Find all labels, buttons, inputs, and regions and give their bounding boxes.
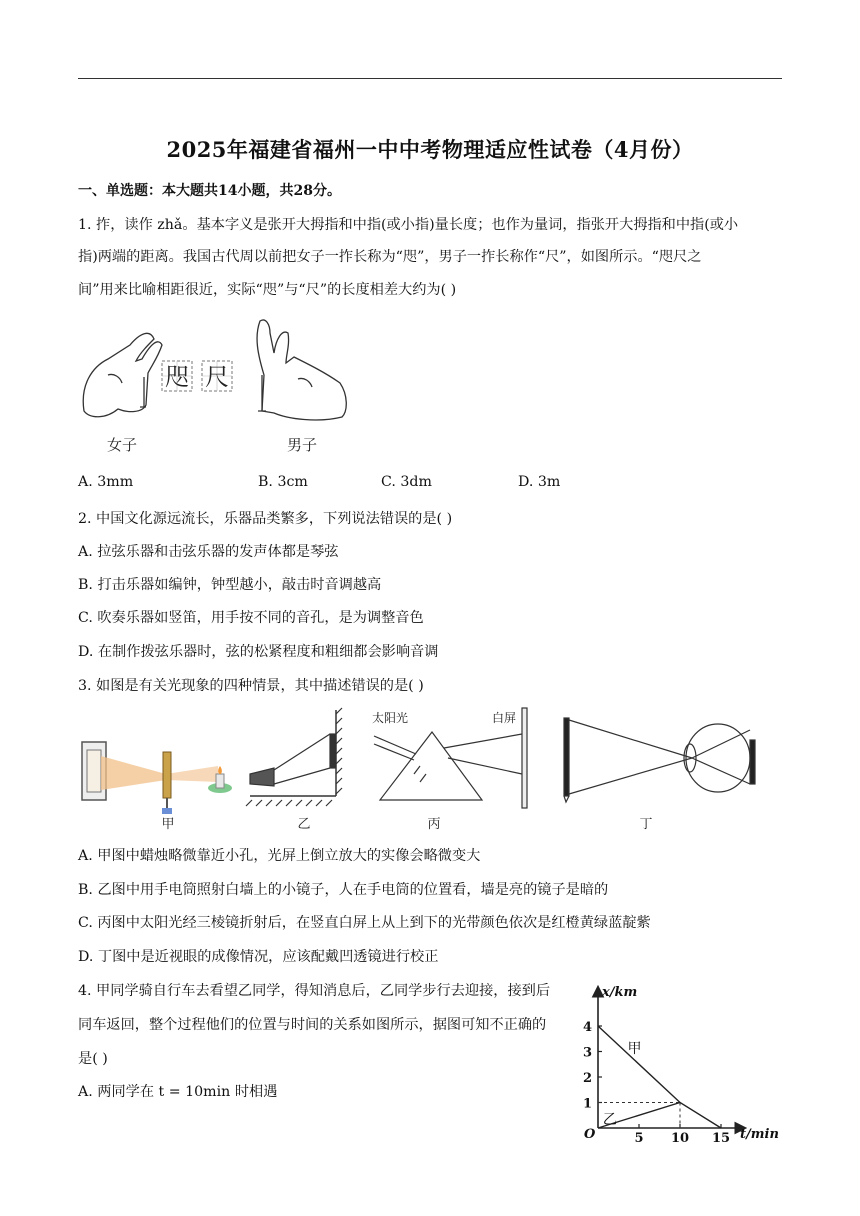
q2-option-c[interactable]: C. 吹奏乐器如竖笛，用手按不同的音孔，是为调整音色 [78, 610, 424, 626]
male-hand-drawing [257, 320, 346, 420]
label-ding: 丁 [639, 817, 653, 832]
q1-option-c[interactable]: C. 3dm [381, 474, 432, 490]
label-female: 女子 [106, 436, 138, 454]
q2-option-a[interactable]: A. 拉弦乐器和击弦乐器的发声体都是琴弦 [78, 544, 339, 560]
y-tick-label: 3 [582, 1045, 592, 1061]
page-title: 2025年福建省福州一中中考物理适应性试卷（4月份） [166, 137, 694, 162]
x-tick-label: 10 [670, 1131, 690, 1144]
figure-yi-flashlight [246, 708, 342, 806]
female-hand-drawing [83, 333, 162, 416]
q3-option-d[interactable]: D. 丁图中是近视眼的成像情况，应该配戴凹透镜进行校正 [78, 949, 439, 965]
q4-line-2: 同车返回，整个过程他们的位置与时间的关系如图所示，据图可知不正确的 [78, 1017, 547, 1033]
q1-hand-figure [78, 315, 368, 460]
q4-line-1: 4. 甲同学骑自行车去看望乙同学，得知消息后，乙同学步行去迎接，接到后 [78, 983, 551, 999]
y-tick-label: 1 [582, 1096, 592, 1112]
label-sunlight: 太阳光 [372, 711, 409, 725]
q4-position-time-chart [582, 978, 786, 1144]
char-zhi: 咫 [165, 363, 189, 391]
q1-line-2: 指)两端的距离。我国古代周以前把女子一拃长称为“咫”，男子一拃长称作“尺”，如图所示。“咫尺之 [78, 249, 702, 265]
x-tick-label: 5 [634, 1131, 644, 1144]
q2-option-b[interactable]: B. 打击乐器如编钟，钟型越小，敲击时音调越高 [78, 577, 382, 593]
q1-line-3: 间”用来比喻相距很近，实际“咫”与“尺”的长度相差大约为( ) [78, 282, 457, 298]
y-tick-label: 2 [582, 1071, 592, 1086]
label-jia: 甲 [161, 817, 175, 832]
q1-option-a[interactable]: A. 3mm [78, 474, 134, 490]
section-heading: 一、单选题：本大题共14小题，共28分。 [78, 183, 341, 199]
header-rule [78, 78, 782, 79]
q4-line-3: 是( ) [78, 1051, 108, 1067]
x-axis-label: t/min [740, 1127, 779, 1142]
label-bing: 丙 [427, 817, 441, 832]
q3-optics-figure [78, 704, 778, 834]
q2-stem: 2. 中国文化源远流长，乐器品类繁多，下列说法错误的是( ) [78, 511, 453, 527]
figure-jia-pinhole [82, 742, 232, 814]
x-tick-label: 15 [711, 1131, 731, 1144]
q2-option-d[interactable]: D. 在制作拨弦乐器时，弦的松紧程度和粗细都会影响音调 [78, 644, 439, 660]
q3-option-a[interactable]: A. 甲图中蜡烛略微靠近小孔，光屏上倒立放大的实像会略微变大 [78, 848, 481, 864]
label-yi: 乙 [297, 817, 311, 832]
series-label-jia: 甲 [627, 1040, 642, 1057]
label-male: 男子 [286, 436, 318, 454]
label-white-screen: 白屏 [492, 711, 517, 725]
y-axis-label: x/km [602, 985, 638, 1000]
origin-label: O [584, 1127, 596, 1142]
series-label-yi: 乙 [602, 1112, 617, 1129]
q3-option-c[interactable]: C. 丙图中太阳光经三棱镜折射后，在竖直白屏上从上到下的光带颜色依次是红橙黄绿蓝靛紫 [78, 915, 651, 931]
y-tick-label: 4 [582, 1020, 592, 1035]
q1-option-d[interactable]: D. 3m [518, 474, 561, 490]
q1-option-b[interactable]: B. 3cm [258, 474, 308, 490]
q3-stem: 3. 如图是有关光现象的四种情景，其中描述错误的是( ) [78, 678, 424, 694]
figure-ding-eye [564, 718, 755, 802]
char-chi: 尺 [205, 363, 229, 391]
q4-option-a[interactable]: A. 两同学在 t = 10min 时相遇 [78, 1084, 278, 1100]
q3-option-b[interactable]: B. 乙图中用手电筒照射白墙上的小镜子，人在手电筒的位置看，墙是亮的镜子是暗的 [78, 882, 609, 898]
q1-line-1: 1. 拃，读作 zhǎ。基本字义是张开大拇指和中指(或小指)量长度；也作为量词，指张开大拇指和中指(或小 [78, 217, 739, 233]
